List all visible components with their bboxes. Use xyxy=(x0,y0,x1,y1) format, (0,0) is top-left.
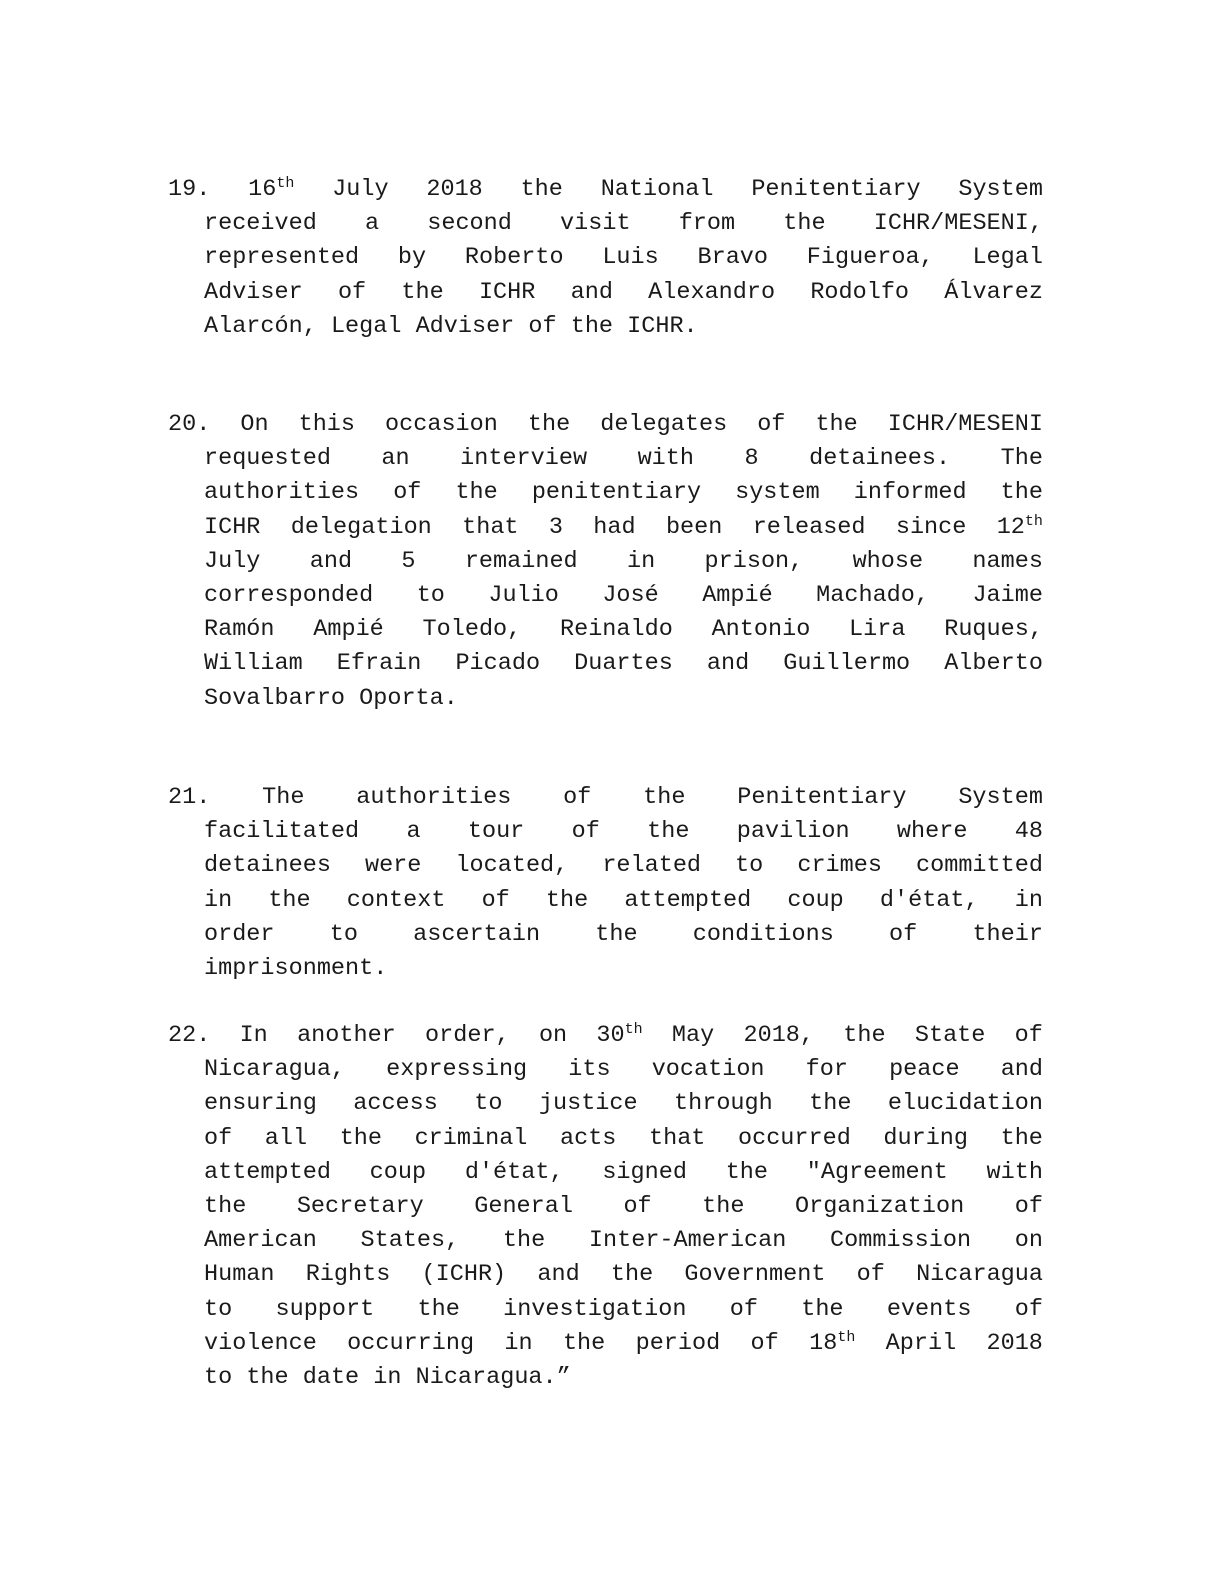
word: occasion xyxy=(385,411,498,438)
word: by xyxy=(397,244,427,272)
paragraph-line xyxy=(168,849,1043,883)
word: to xyxy=(735,852,764,880)
word: to xyxy=(204,1295,233,1323)
word: elucidation xyxy=(887,1090,1043,1118)
word: in xyxy=(373,1363,402,1391)
word: Picado xyxy=(455,650,541,678)
word: Legal xyxy=(972,244,1043,272)
word: the xyxy=(801,1295,844,1323)
word: context xyxy=(346,886,446,914)
word: System xyxy=(958,784,1043,811)
word: all xyxy=(264,1124,308,1152)
word: Roberto xyxy=(464,244,564,272)
word: order xyxy=(204,920,275,948)
paragraph-line xyxy=(168,1122,1043,1156)
word: the xyxy=(725,1158,768,1186)
word: Machado, xyxy=(816,581,929,609)
word: the xyxy=(570,312,614,340)
paragraph-22 xyxy=(168,1019,1043,1395)
word: in xyxy=(1014,886,1043,914)
word: 21. xyxy=(168,784,211,811)
word: support xyxy=(275,1295,375,1323)
word: of xyxy=(729,1295,758,1323)
word: signed xyxy=(602,1158,687,1186)
word: its xyxy=(568,1056,611,1084)
word: for xyxy=(805,1056,848,1084)
word: the xyxy=(647,818,690,846)
word: ICHR xyxy=(204,513,261,541)
paragraph-line xyxy=(168,207,1043,241)
word: General xyxy=(474,1192,573,1220)
word: with xyxy=(986,1158,1043,1186)
paragraph-line xyxy=(168,1156,1043,1190)
word: date xyxy=(302,1363,360,1391)
word: of xyxy=(337,278,367,306)
word: System xyxy=(958,176,1043,203)
paragraph-line xyxy=(168,1053,1043,1087)
word: "Agreement xyxy=(806,1158,948,1186)
paragraph-line xyxy=(168,511,1043,545)
word: another xyxy=(297,1022,396,1049)
paragraph-line xyxy=(168,442,1043,476)
word: 2018 xyxy=(986,1329,1043,1357)
word: their xyxy=(972,920,1043,948)
word: delegates xyxy=(600,411,728,438)
word: attempted xyxy=(204,1158,331,1186)
paragraph-line xyxy=(168,781,1043,815)
word: detainees. xyxy=(809,445,951,473)
word: Ampié xyxy=(702,581,773,609)
paragraph-line xyxy=(168,545,1043,579)
word: of xyxy=(889,920,918,948)
word: the xyxy=(520,176,563,203)
word: vocation xyxy=(651,1056,765,1084)
word: Government xyxy=(684,1261,826,1289)
word: period xyxy=(635,1329,721,1357)
word: events xyxy=(886,1295,972,1323)
word: Efrain xyxy=(336,650,422,678)
word: the xyxy=(527,411,571,438)
paragraph-line xyxy=(168,613,1043,647)
word: to xyxy=(474,1090,503,1118)
word: of xyxy=(623,1192,652,1220)
word: whose xyxy=(852,547,924,575)
word: Sovalbarro xyxy=(204,684,346,712)
word: Nicaragua xyxy=(916,1261,1043,1289)
word: William xyxy=(204,650,303,678)
word: delegation xyxy=(290,513,432,541)
paragraph-line xyxy=(168,1327,1043,1361)
word: attempted xyxy=(624,886,752,914)
paragraph-line xyxy=(168,408,1043,442)
word: 2018 xyxy=(426,176,483,203)
word: of xyxy=(204,1124,233,1152)
word: of xyxy=(481,886,510,914)
paragraph-line xyxy=(168,952,1043,986)
paragraph-line xyxy=(168,682,1043,716)
word: through xyxy=(674,1090,773,1118)
word: conditions xyxy=(692,920,834,948)
word: names xyxy=(972,547,1043,575)
word: prison, xyxy=(704,547,804,575)
word: The xyxy=(1000,445,1043,473)
paragraph-line xyxy=(168,1293,1043,1327)
word: committed xyxy=(916,852,1043,880)
word: interview xyxy=(460,445,588,473)
word: July xyxy=(332,176,389,203)
word: that xyxy=(648,1124,706,1152)
word: Ruques, xyxy=(944,616,1043,644)
word: located, xyxy=(455,852,569,880)
word: of xyxy=(393,479,422,507)
word: ICHR. xyxy=(627,312,698,340)
paragraph-line xyxy=(168,310,1043,344)
word: tour xyxy=(467,818,525,846)
word: Human xyxy=(204,1261,275,1289)
word: a xyxy=(364,210,380,238)
word: since xyxy=(895,513,967,541)
word: system xyxy=(735,479,820,507)
word: the xyxy=(268,886,311,914)
word: the xyxy=(339,1124,382,1152)
paragraph-line xyxy=(168,579,1043,613)
word: criminal xyxy=(414,1124,528,1152)
word: Organization xyxy=(794,1192,965,1220)
word: received xyxy=(204,210,317,238)
word: the xyxy=(417,1295,460,1323)
word: Penitentiary xyxy=(751,176,921,203)
word: in xyxy=(626,547,656,575)
word: ICHR/MESENI, xyxy=(873,210,1043,238)
word: a xyxy=(406,818,421,846)
word: the xyxy=(595,920,638,948)
paragraph-line xyxy=(168,241,1043,275)
word: acts xyxy=(559,1124,617,1152)
word: The xyxy=(262,784,305,811)
paragraph-line xyxy=(168,1258,1043,1292)
word: justice xyxy=(538,1090,638,1118)
word: On xyxy=(240,411,269,438)
word: an xyxy=(381,445,410,473)
paragraph-line xyxy=(168,1361,1043,1395)
word: imprisonment. xyxy=(204,954,388,982)
word: to xyxy=(416,581,445,609)
word: represented xyxy=(204,244,360,272)
word: ICHR xyxy=(478,278,536,306)
word: that xyxy=(462,513,519,541)
word: and xyxy=(1000,1056,1043,1084)
word: the xyxy=(643,784,686,811)
word: Inter-American xyxy=(588,1227,787,1255)
word: the xyxy=(246,1363,289,1391)
paragraph-line xyxy=(168,918,1043,952)
word: from xyxy=(678,210,736,238)
word: coup xyxy=(369,1158,427,1186)
superscript: th xyxy=(837,1328,856,1346)
word: Duartes xyxy=(574,650,673,678)
word: Lira xyxy=(849,616,906,644)
word: the xyxy=(815,411,858,438)
word: and xyxy=(309,547,353,575)
word: the xyxy=(783,210,826,238)
word: access xyxy=(353,1090,438,1118)
word: Reinaldo xyxy=(560,616,673,644)
word: Alarcón, xyxy=(204,312,317,340)
word: on xyxy=(538,1022,568,1049)
word: the xyxy=(204,1192,247,1220)
word: Secretary xyxy=(296,1192,424,1220)
word: Jaime xyxy=(972,581,1043,609)
word: to xyxy=(204,1363,233,1391)
word: José xyxy=(602,581,659,609)
word: crimes xyxy=(797,852,882,880)
paragraph-line xyxy=(168,173,1043,207)
word: Rodolfo xyxy=(810,278,910,306)
word: Guillermo xyxy=(783,650,911,678)
word: d'état, xyxy=(464,1158,564,1186)
word: Ampié xyxy=(313,616,384,644)
word: coup xyxy=(787,886,844,914)
word: of xyxy=(1014,1295,1043,1323)
word: and xyxy=(537,1261,580,1289)
word: where xyxy=(896,818,968,846)
word: Julio xyxy=(488,581,559,609)
word: Oporta. xyxy=(359,684,458,712)
word: visit xyxy=(560,210,631,238)
word: facilitated xyxy=(204,818,360,846)
word: investigation xyxy=(503,1295,687,1323)
word: 48 xyxy=(1014,818,1043,846)
superscript: th xyxy=(1024,512,1043,530)
word: occurring xyxy=(347,1329,475,1357)
word: the xyxy=(843,1022,886,1049)
word: May xyxy=(671,1022,715,1049)
word: Álvarez xyxy=(944,278,1043,306)
word: 16th xyxy=(248,174,295,203)
word: authorities xyxy=(204,479,360,507)
word: 19. xyxy=(168,176,211,203)
word: the xyxy=(610,1261,654,1289)
word: been xyxy=(665,513,723,541)
word: and xyxy=(570,278,613,306)
word: 8 xyxy=(744,445,759,473)
word: States, xyxy=(360,1227,460,1255)
word: Alexandro xyxy=(648,278,776,306)
paragraph-line xyxy=(168,476,1043,510)
paragraph-line xyxy=(168,1087,1043,1121)
word: of xyxy=(757,411,786,438)
word: Luis xyxy=(602,244,659,272)
word: Commission xyxy=(830,1227,972,1255)
superscript: th xyxy=(276,174,295,192)
word: to xyxy=(329,920,358,948)
paragraph-line xyxy=(168,1019,1043,1053)
word: on xyxy=(1014,1227,1043,1255)
word: in xyxy=(504,1329,533,1357)
word: April xyxy=(885,1329,957,1357)
word: order, xyxy=(425,1022,510,1049)
word: Rights xyxy=(305,1261,391,1289)
word: the xyxy=(1000,479,1043,507)
paragraph-line xyxy=(168,276,1043,310)
word: National xyxy=(600,176,714,203)
superscript: th xyxy=(624,1020,643,1038)
paragraph-line xyxy=(168,1224,1043,1258)
word: 5 xyxy=(401,547,416,575)
word: corresponded xyxy=(204,581,374,609)
word: the xyxy=(809,1090,852,1118)
word: pavilion xyxy=(736,818,850,846)
word: penitentiary xyxy=(531,479,702,507)
paragraph-line xyxy=(168,815,1043,849)
word: Nicaragua, xyxy=(204,1056,346,1084)
word: 12th xyxy=(996,512,1043,541)
word: Toledo, xyxy=(422,616,522,644)
word: of xyxy=(563,784,592,811)
word: of xyxy=(750,1329,779,1357)
word: 30th xyxy=(596,1020,643,1049)
word: violence xyxy=(204,1329,317,1357)
paragraph-line xyxy=(168,1190,1043,1224)
word: with xyxy=(637,445,694,473)
word: Legal xyxy=(330,312,402,340)
word: Ramón xyxy=(204,616,275,644)
word: July xyxy=(204,547,261,575)
word: American xyxy=(204,1227,317,1255)
word: second xyxy=(427,210,512,238)
word: requested xyxy=(204,445,331,473)
word: peace xyxy=(889,1056,960,1084)
word: the xyxy=(1000,1124,1043,1152)
word: Adviser xyxy=(204,278,303,306)
word: were xyxy=(364,852,422,880)
word: remained xyxy=(464,547,578,575)
word: 2018, xyxy=(743,1022,815,1049)
word: related xyxy=(602,852,702,880)
word: the xyxy=(562,1329,606,1357)
word: Antonio xyxy=(711,616,811,644)
word: ascertain xyxy=(413,920,541,948)
word: Adviser xyxy=(415,312,515,340)
word: of xyxy=(1014,1022,1043,1049)
word: the xyxy=(401,278,444,306)
word: and xyxy=(706,650,750,678)
word: ICHR/MESENI xyxy=(887,411,1043,438)
word: Penitentiary xyxy=(737,784,907,811)
word: during xyxy=(883,1124,969,1152)
word: 20. xyxy=(168,411,211,438)
word: the xyxy=(545,886,589,914)
word: of xyxy=(571,818,600,846)
word: (ICHR) xyxy=(421,1261,507,1289)
paragraph-19 xyxy=(168,173,1043,344)
word: the xyxy=(502,1227,546,1255)
word: ensuring xyxy=(204,1090,317,1118)
word: the xyxy=(455,479,498,507)
word: this xyxy=(298,411,356,438)
paragraph-20 xyxy=(168,408,1043,716)
word: the xyxy=(702,1192,745,1220)
word: 18th xyxy=(809,1328,856,1357)
word: In xyxy=(239,1022,268,1049)
word: 22. xyxy=(168,1022,211,1049)
word: had xyxy=(593,513,636,541)
word: Figueroa, xyxy=(806,244,934,272)
word: Bravo xyxy=(697,244,769,272)
word: d'état, xyxy=(879,886,979,914)
word: Alberto xyxy=(944,650,1043,678)
word: of xyxy=(856,1261,885,1289)
paragraph-line xyxy=(168,884,1043,918)
word: detainees xyxy=(204,852,331,880)
paragraph-21 xyxy=(168,781,1043,986)
word: of xyxy=(528,312,557,340)
word: Nicaragua.” xyxy=(415,1363,571,1391)
word: State xyxy=(914,1022,986,1049)
word: expressing xyxy=(386,1056,528,1084)
word: occurred xyxy=(737,1124,851,1152)
word: informed xyxy=(853,479,967,507)
word: of xyxy=(1014,1192,1043,1220)
paragraph-line xyxy=(168,647,1043,681)
word: 3 xyxy=(548,513,563,541)
word: authorities xyxy=(356,784,512,811)
word: in xyxy=(204,886,233,914)
word: released xyxy=(752,513,866,541)
